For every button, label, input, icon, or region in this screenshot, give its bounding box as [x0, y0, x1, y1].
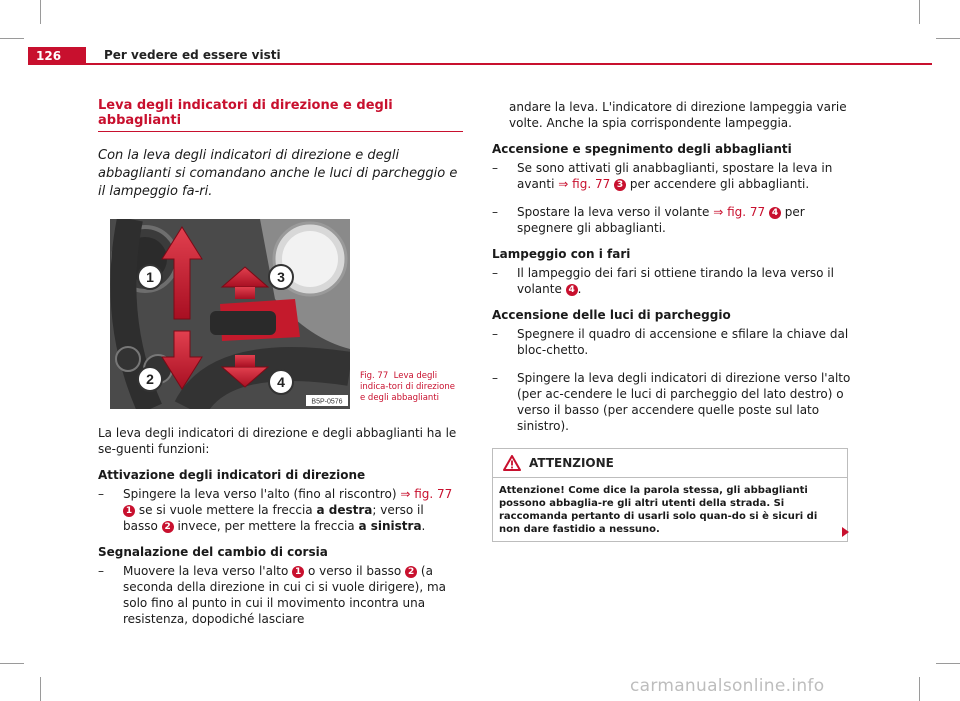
continue-arrow-icon: [842, 527, 849, 537]
callout-badge: 1: [123, 505, 135, 517]
callout-badge: 2: [162, 521, 174, 533]
marker-2: [138, 367, 162, 391]
figure-77: [98, 219, 458, 409]
callout-badge: 2: [405, 566, 417, 578]
marker-4-label: 4: [277, 374, 285, 390]
dash: –: [492, 266, 498, 280]
warning-text: Attenzione! Come dice la parola stessa, gli abbaglianti possono abbaglia-re gli altri utenti della strada. Si raccomanda pertanto di usarli solo quan-do si è sicuri di non dare fastidio a nessuno.: [493, 478, 847, 541]
right-column: [492, 99, 852, 542]
heading-lampeggio: Lampeggio con i fari: [492, 247, 631, 261]
dash: –: [492, 327, 498, 341]
section-intro: Con la leva degli indicatori di direzione e degli abbaglianti si comandano anche le luci di parcheggio e il lampeggio fa-ri.: [98, 148, 458, 199]
crop-mark: [919, 0, 920, 24]
steering-lever-illustration: [110, 219, 350, 409]
dash: –: [98, 564, 104, 578]
caption-text: Leva degli indica-tori di direzione e degli abbaglianti: [360, 371, 455, 403]
continuation-text: andare la leva. L'indicatore di direzione lampeggia varie volte. Anche la spia corrispondente lampeggia.: [509, 100, 847, 130]
page-number: 126: [28, 47, 86, 65]
figure-caption: [360, 371, 460, 404]
crop-mark: [40, 0, 41, 24]
list-item: – Muovere la leva verso l'alto 1 o verso il basso 2 (a seconda della direzione in cui ci si vuole dirigere), ma solo fino al punto in cui il movimento incontra una resistenza, dopodiché lasciare: [98, 564, 447, 626]
warning-header: [493, 448, 847, 478]
marker-3-label: 3: [277, 269, 285, 285]
warning-box: [492, 448, 848, 542]
list-item: – Spostare la leva verso il volante ⇒ fig. 77 4 per spegnere gli abbaglianti.: [492, 205, 805, 235]
watermark: carmanualsonline.info: [630, 676, 825, 696]
crop-mark: [40, 677, 41, 701]
caption-ref: Fig. 77: [360, 371, 389, 381]
list-item: – Spegnere il quadro di accensione e sfilare la chiave dal bloc-chetto.: [492, 327, 849, 357]
heading-segnalazione: Segnalazione del cambio di corsia: [98, 545, 328, 559]
section-title: Leva degli indicatori di direzione e degli abbaglianti: [98, 98, 463, 132]
marker-1-label: 1: [146, 269, 154, 285]
lever-diagram-svg: [110, 219, 350, 409]
marker-4: [269, 370, 293, 394]
dash: –: [492, 205, 498, 219]
crop-mark: [936, 38, 960, 39]
list-item: – Spingere la leva degli indicatori di direzione verso l'alto (per ac-cendere le luci di parcheggio del lato destro) o verso il basso (per accendere quelle poste sul lato sinistro).: [492, 371, 851, 433]
list-item: – Spingere la leva verso l'alto (fino al riscontro) ⇒ fig. 77 1 se si vuole mettere la freccia a destra; verso il basso 2 invece, per mettere la freccia a sinistra.: [98, 487, 453, 533]
page-title: Per vedere ed essere visti: [104, 48, 281, 62]
functions-intro: La leva degli indicatori di direzione e degli abbaglianti ha le se-guenti funzioni:: [98, 426, 457, 456]
fig-ref-link[interactable]: ⇒ fig. 77: [713, 205, 766, 219]
crop-mark: [936, 663, 960, 664]
marker-2-label: 2: [146, 371, 154, 387]
warning-triangle-icon: [503, 455, 521, 471]
marker-3: [269, 265, 293, 289]
list-item: – Il lampeggio dei fari si ottiene tirando la leva verso il volante 4 .: [492, 266, 834, 296]
heading-parcheggio: Accensione delle luci di parcheggio: [492, 308, 731, 322]
header-rule: [28, 63, 932, 65]
marker-1: [138, 265, 162, 289]
image-code: B5P-0576: [311, 398, 343, 406]
crop-mark: [919, 677, 920, 701]
list-item: – Se sono attivati gli anabbaglianti, spostare la leva in avanti ⇒ fig. 77 3 per accendere gli abbaglianti.: [492, 161, 833, 191]
crop-mark: [0, 663, 24, 664]
dash: –: [98, 487, 104, 501]
left-column: [98, 98, 458, 627]
heading-attivazione: Attivazione degli indicatori di direzione: [98, 468, 366, 482]
callout-badge: 1: [292, 566, 304, 578]
fig-ref-link[interactable]: ⇒ fig. 77: [400, 487, 453, 501]
callout-badge: 3: [614, 179, 626, 191]
fig-ref-link[interactable]: ⇒ fig. 77: [558, 177, 611, 191]
dash: –: [492, 371, 498, 385]
heading-accensione: Accensione e spegnimento degli abbaglianti: [492, 142, 792, 156]
warning-label: ATTENZIONE: [529, 456, 614, 470]
crop-mark: [0, 38, 24, 39]
dash: –: [492, 161, 498, 175]
callout-badge: 4: [566, 284, 578, 296]
callout-badge: 4: [769, 207, 781, 219]
